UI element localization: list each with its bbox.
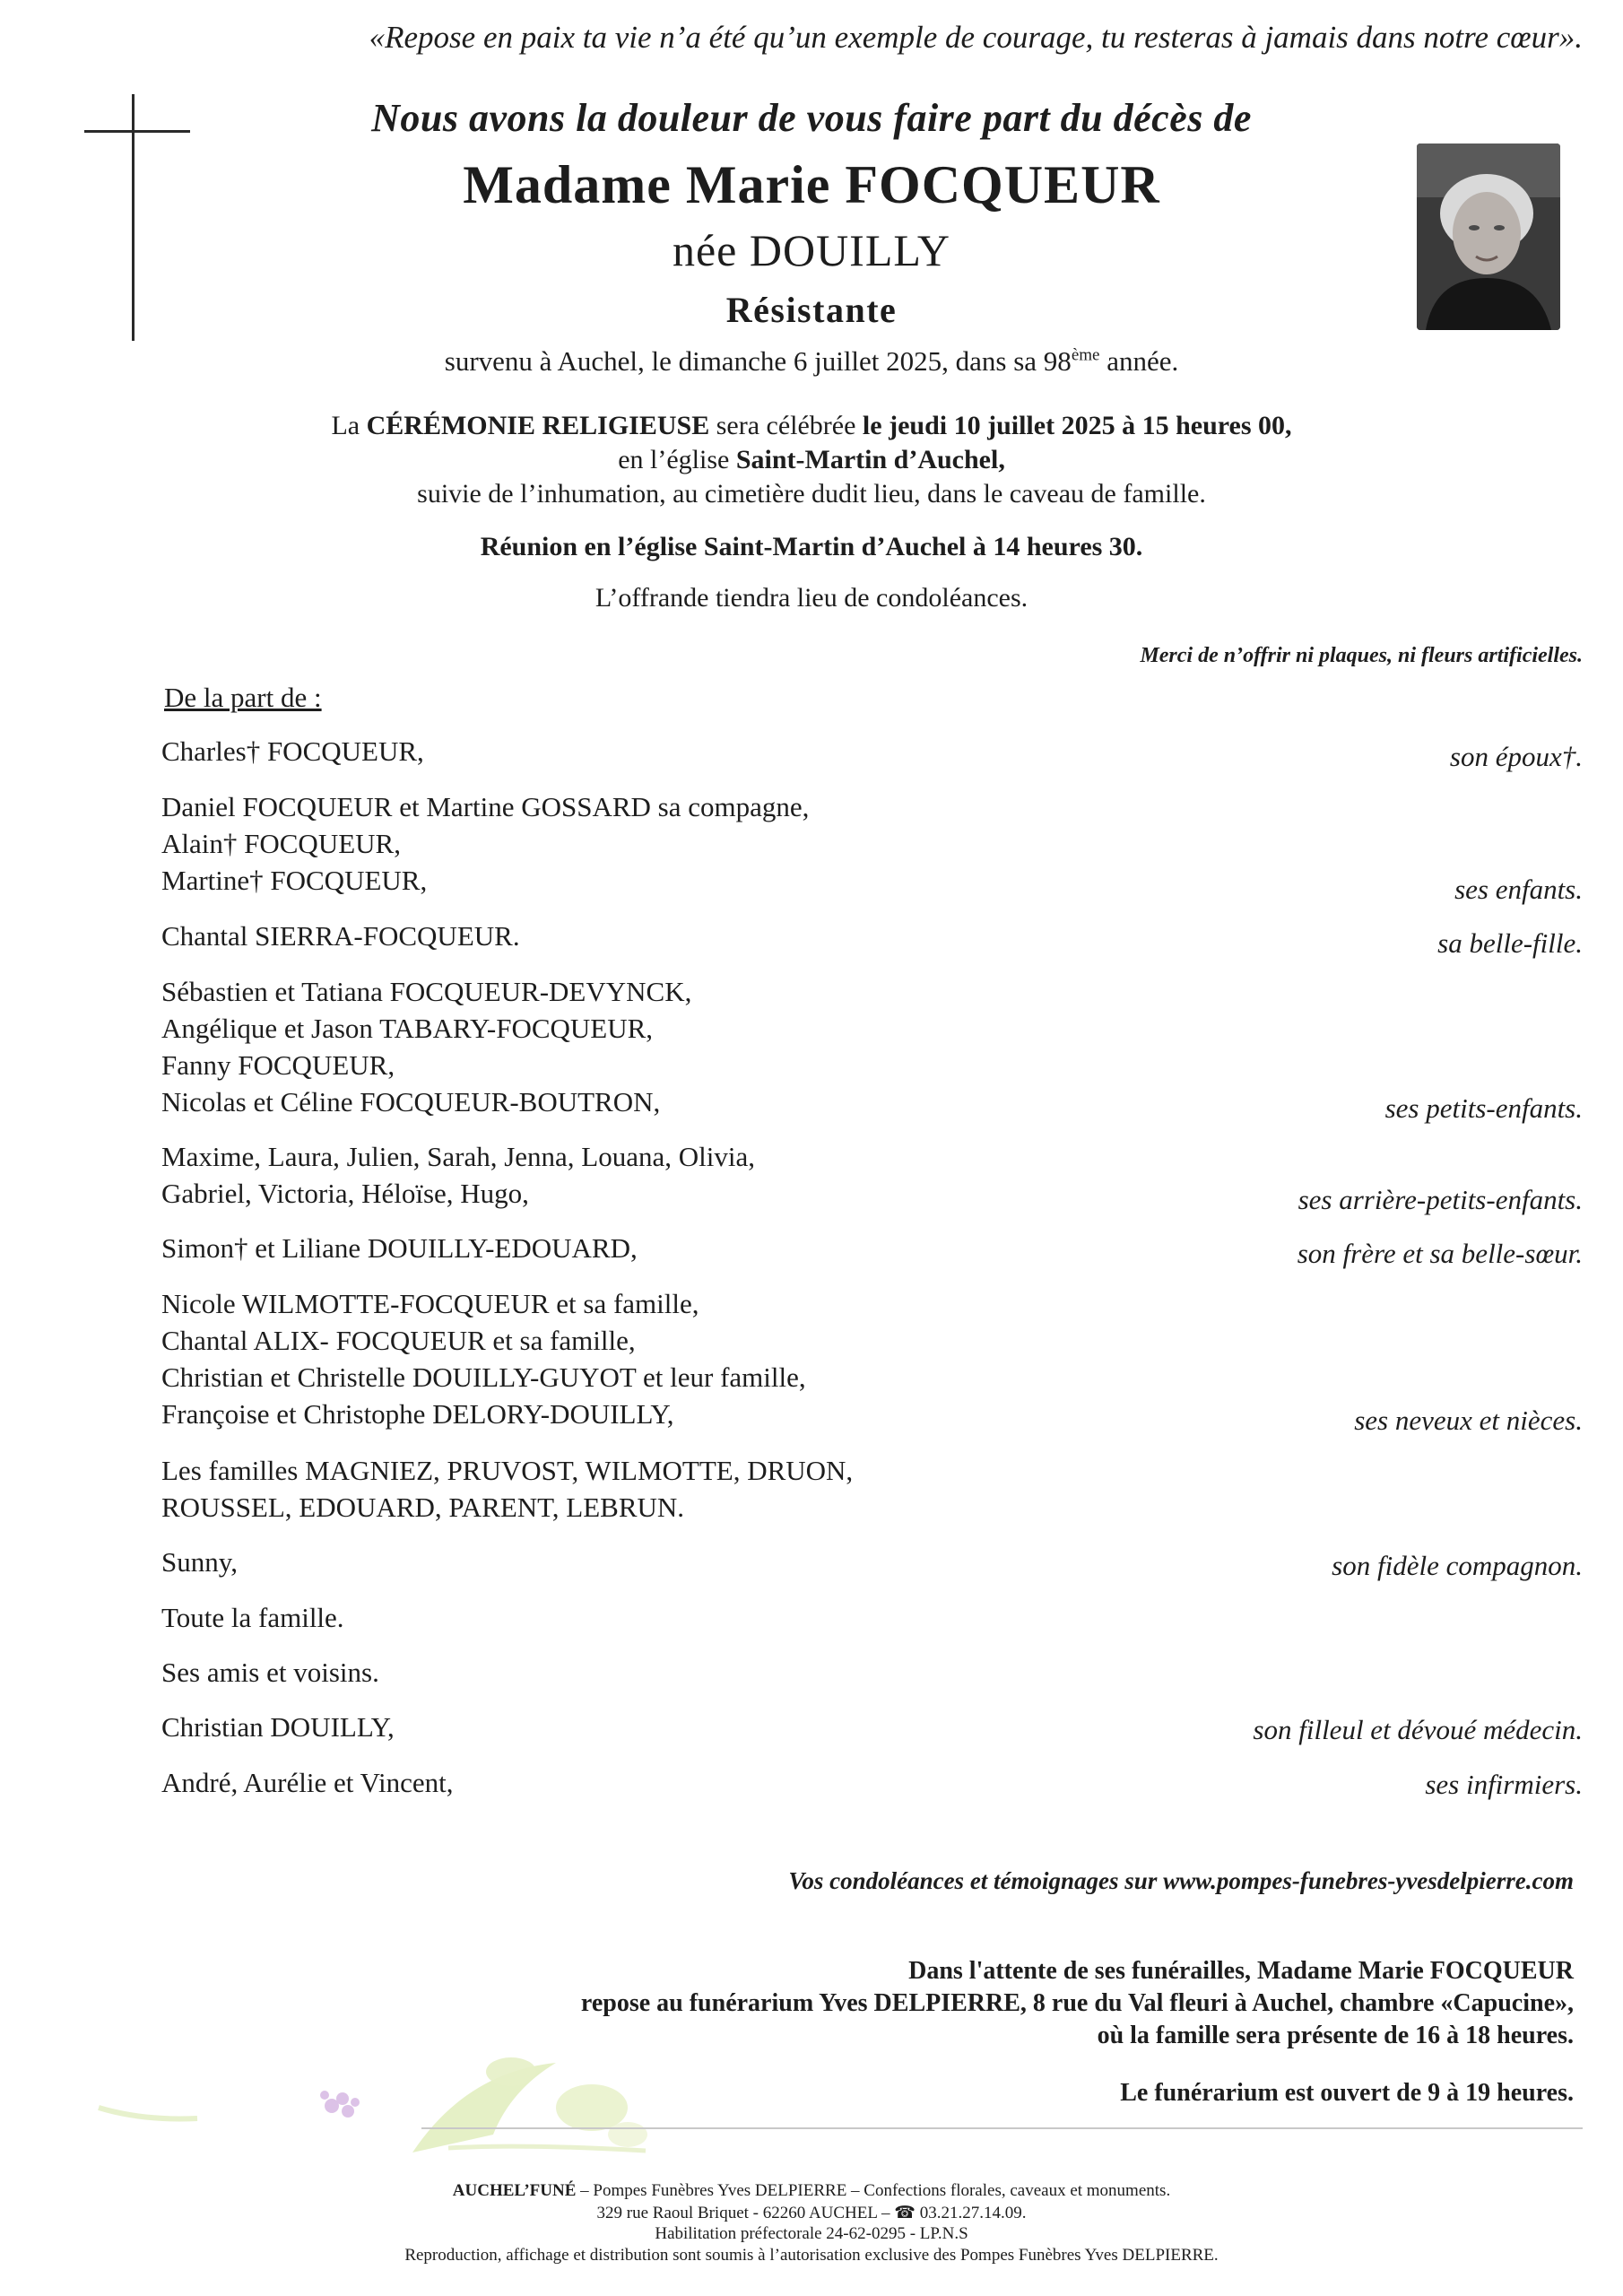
ceremony-line-1: La CÉRÉMONIE RELIGIEUSE sera célébrée le jeudi 10 juillet 2025 à 15 heures 00, — [331, 411, 1292, 440]
footer-line-2: 329 rue Raoul Briquet - 62260 AUCHEL – ☎ 03.21.27.14.09. — [596, 2204, 1027, 2222]
relation-label: son époux†. — [1449, 741, 1583, 772]
family-line: Françoise et Christophe DELORY-DOUILLY, — [161, 1398, 674, 1430]
family-line: Alain† FOCQUEUR, — [161, 828, 401, 859]
funerarium-line-2: repose au funérarium Yves DELPIERRE, 8 rue du Val fleuri à Auchel, chambre «Capucine», — [580, 1989, 1574, 2017]
family-line: Chantal ALIX- FOCQUEUR et sa famille, — [161, 1325, 636, 1356]
family-line: Martine† FOCQUEUR, — [161, 865, 428, 896]
family-line: Christian et Christelle DOUILLY-GUYOT et leur famille, — [161, 1361, 806, 1393]
relation-label: sa belle-fille. — [1437, 927, 1583, 959]
reunion-line: Réunion en l’église Saint-Martin d’Auchel à 14 heures 30. — [480, 532, 1143, 561]
funerarium-hours: Le funérarium est ouvert de 9 à 19 heures. — [1120, 2079, 1574, 2107]
family-line: Gabriel, Victoria, Héloïse, Hugo, — [161, 1178, 529, 1209]
relation-label: ses enfants. — [1454, 874, 1583, 905]
no-flowers-note: Merci de n’offrir ni plaques, ni fleurs artificielles. — [1140, 644, 1583, 667]
family-line: André, Aurélie et Vincent, — [161, 1767, 454, 1798]
deceased-name: Madame Marie FOCQUEUR — [463, 155, 1160, 214]
footer-line-4: Reproduction, affichage et distribution sont soumis à l’autorisation exclusive des Pompes Funèbres Yves DELPIERRE. — [404, 2246, 1219, 2265]
family-line: Ses amis et voisins. — [161, 1657, 379, 1688]
family-line: Nicole WILMOTTE-FOCQUEUR et sa famille, — [161, 1288, 699, 1319]
relation-label: ses petits-enfants. — [1384, 1092, 1583, 1124]
family-line: Christian DOUILLY, — [161, 1711, 395, 1743]
phone-icon: ☎ — [894, 2204, 916, 2222]
relation-label: ses infirmiers. — [1425, 1769, 1583, 1800]
condolences-website: Vos condoléances et témoignages sur www.pompes-funebres-yvesdelpierre.com — [788, 1867, 1574, 1894]
funerarium-line-3: où la famille sera présente de 16 à 18 heures. — [1097, 2022, 1574, 2049]
family-line: Maxime, Laura, Julien, Sarah, Jenna, Louana, Olivia, — [161, 1141, 755, 1172]
relation-label: ses neveux et nièces. — [1354, 1405, 1583, 1436]
funerarium-line-1: Dans l'attente de ses funérailles, Madame Marie FOCQUEUR — [908, 1957, 1574, 1985]
de-la-part-heading: De la part de : — [164, 682, 322, 713]
epitaph-quote: «Repose en paix ta vie n’a été qu’un exemple de courage, tu resteras à jamais dans notre cœur». — [369, 20, 1583, 55]
offrande-line: L’offrande tiendra lieu de condoléances. — [595, 583, 1028, 613]
family-line: Chantal SIERRA-FOCQUEUR. — [161, 920, 520, 952]
family-line: Simon† et Liliane DOUILLY-EDOUARD, — [161, 1232, 638, 1264]
footer-line-3: Habilitation préfectorale 24-62-0295 - LP.N.S — [655, 2224, 968, 2243]
ceremony-line-2: en l’église Saint-Martin d’Auchel, — [618, 445, 1005, 474]
family-line: Sébastien et Tatiana FOCQUEUR-DEVYNCK, — [161, 976, 692, 1007]
family-line: Angélique et Jason TABARY-FOCQUEUR, — [161, 1013, 654, 1044]
flower-decoration — [90, 2036, 664, 2161]
family-line: Sunny, — [161, 1546, 238, 1578]
ceremony-line-3: suivie de l’inhumation, au cimetière dudit lieu, dans le caveau de famille. — [417, 479, 1206, 509]
family-line: Daniel FOCQUEUR et Martine GOSSARD sa compagne, — [161, 791, 810, 822]
relation-label: son filleul et dévoué médecin. — [1253, 1714, 1583, 1745]
family-line: ROUSSEL, EDOUARD, PARENT, LEBRUN. — [161, 1492, 685, 1523]
passing-details: survenu à Auchel, le dimanche 6 juillet 2025, dans sa 98ème année. — [444, 345, 1179, 377]
relation-label: ses arrière-petits-enfants. — [1298, 1184, 1583, 1215]
family-line: Les familles MAGNIEZ, PRUVOST, WILMOTTE, DRUON, — [161, 1455, 854, 1486]
family-line: Charles† FOCQUEUR, — [161, 735, 424, 767]
maiden-name: née DOUILLY — [672, 225, 951, 275]
family-line: Nicolas et Céline FOCQUEUR-BOUTRON, — [161, 1086, 661, 1118]
footer-divider — [421, 2127, 1583, 2129]
footer-line-1: AUCHEL’FUNÉ – Pompes Funèbres Yves DELPIERRE – Confections florales, caveaux et monuments. — [452, 2181, 1171, 2200]
announcement-intro: Nous avons la douleur de vous faire part du décès de — [371, 96, 1252, 140]
relation-label: son frère et sa belle-sœur. — [1297, 1238, 1583, 1269]
family-line: Fanny FOCQUEUR, — [161, 1049, 395, 1081]
family-line: Toute la famille. — [161, 1602, 344, 1633]
relation-label: son fidèle compagnon. — [1332, 1550, 1583, 1581]
deceased-title: Résistante — [725, 290, 898, 330]
